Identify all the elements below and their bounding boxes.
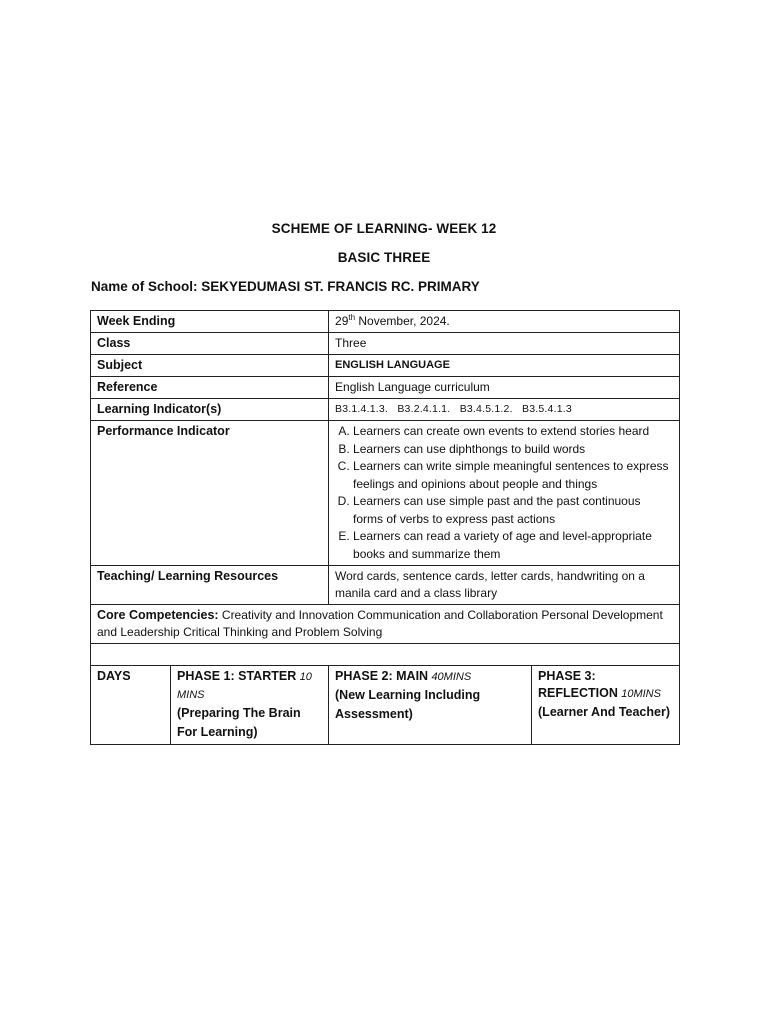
phase1-header — [171, 666, 329, 745]
school-line — [91, 279, 480, 294]
phase3-title: PHASE 3: REFLECTION — [538, 669, 618, 700]
table-row-phases — [91, 666, 680, 745]
phase3-mins: 10MINS — [621, 688, 661, 700]
phase2-subtitle: (New Learning Including Assessment) — [335, 688, 481, 721]
core-competencies-cell — [91, 605, 680, 644]
list-item: C. Learners can write simple meaningful sentences to express feelings and opinions about people and things — [353, 458, 673, 493]
subject-label: Subject — [91, 355, 329, 377]
list-item: D. Learners can use simple past and the past continuous forms of verbs to express past actions — [353, 493, 673, 528]
table-row-core-competencies — [91, 605, 680, 644]
phase3-header — [532, 666, 680, 745]
performance-indicator-list — [335, 423, 673, 563]
resources-label: Teaching/ Learning Resources — [91, 566, 329, 605]
scheme-table — [90, 310, 680, 745]
phase3-subtitle: (Learner And Teacher) — [538, 705, 670, 719]
reference-label: Reference — [91, 377, 329, 399]
phase1-subtitle: (Preparing The Brain For Learning) — [177, 706, 301, 739]
core-competencies-value: Creativity and Innovation Communication and Collaboration Personal Development and Leadership Critical Thinking and Problem Solving — [97, 608, 663, 639]
reference-value: English Language curriculum — [329, 377, 680, 399]
class-value: Three — [329, 333, 680, 355]
class-heading: BASIC THREE — [337, 250, 431, 265]
document-title: SCHEME OF LEARNING- WEEK 12 — [271, 221, 497, 236]
performance-indicator-label: Performance Indicator — [91, 421, 329, 566]
list-item: B. Learners can use diphthongs to build words — [353, 441, 673, 459]
phase2-mins: 40MINS — [431, 671, 472, 683]
week-ending-suffix: th — [348, 313, 356, 322]
school-label: Name of School: — [91, 279, 198, 294]
table-row-learning-indicators — [91, 399, 680, 421]
core-competencies-label: Core Competencies: — [97, 608, 219, 622]
table-row-week-ending — [91, 311, 680, 333]
learning-indicators-label: Learning Indicator(s) — [91, 399, 329, 421]
week-ending-date: November, 2024. — [355, 314, 450, 328]
table-row-resources — [91, 566, 680, 605]
phase1-mins: 10 MINS — [177, 671, 312, 701]
list-item: A. Learners can create own events to extend stories heard — [353, 423, 673, 441]
days-header: DAYS — [91, 666, 171, 745]
table-row-reference — [91, 377, 680, 399]
table-row-class — [91, 333, 680, 355]
learning-indicators-value: B3.1.4.1.3. B3.2.4.1.1. B3.4.5.1.2. B3.5.4.1.3 — [329, 399, 680, 421]
subject-value: ENGLISH LANGUAGE — [329, 355, 680, 377]
list-item: E. Learners can read a variety of age and level-appropriate books and summarize them — [353, 528, 673, 563]
table-row-empty — [91, 644, 680, 666]
phase2-header — [329, 666, 532, 745]
resources-value: Word cards, sentence cards, letter cards, handwriting on a manila card and a class library — [329, 566, 680, 605]
week-ending-value — [329, 311, 680, 333]
week-ending-day: 29 — [335, 314, 349, 328]
phase1-title: PHASE 1: STARTER — [177, 669, 297, 683]
empty-cell — [91, 644, 680, 666]
class-label: Class — [91, 333, 329, 355]
table-row-performance-indicator — [91, 421, 680, 566]
performance-indicator-list-cell — [329, 421, 680, 566]
table-row-subject — [91, 355, 680, 377]
school-name: SEKYEDUMASI ST. FRANCIS RC. PRIMARY — [201, 279, 480, 294]
week-ending-label: Week Ending — [91, 311, 329, 333]
phase2-title: PHASE 2: MAIN — [335, 669, 429, 683]
